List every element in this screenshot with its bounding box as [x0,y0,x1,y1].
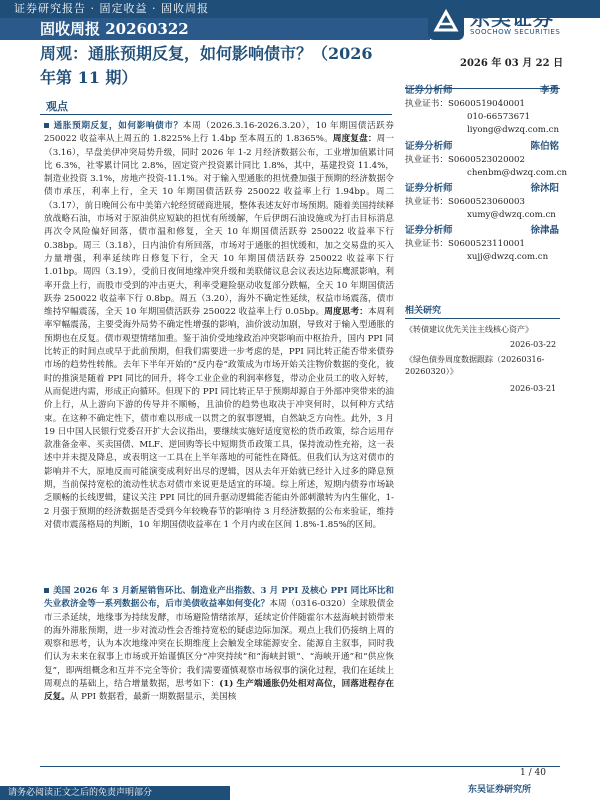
divider [405,318,560,319]
analyst-name: 徐沐阳 [530,183,559,194]
paragraph-lead: 通胀预期反复，如何影响债市？ [53,121,183,131]
analyst-name: 徐津晶 [530,225,559,236]
paragraph-lead: 美国 2026 年 3 月新屋销售环比、制造业产出指数、3 月 PPI 及核心 PPI 同比环比和失业救济金等一系列数据公布，后市美债收益率如何变化？ [44,586,394,610]
soochow-logo-icon [428,4,464,40]
paragraph-subhead: (1) 生产端通胀仍处相对高位，回落进程存在反复。 [44,679,394,703]
paragraph-text: 本周（2026.3.16-2026.3.20），10 年期国债活跃券 250022 收益率从上周五的 1.8225%上行 1.4bp 至本周五的 1.8365%。 [44,121,394,145]
paragraph-text: 周一（3.16），早盘美伊冲突局势升级，同时 2026 年 1-2 月经济数据公布，工业增加值累计同比 6.3%，社零累计同比 2.8%，固定资产投资累计同比 1.8%，其中，基建投资 11.4%，制造业投资 3.1%，房地产投资-11.1%。对于输入型通胀的担忧叠加强于预期的经济数据令债市承压，利率上行，全天 10 年期国债活跃券 250022 收益率上行 1.94bp。周二（3.17），前日晚间公布中美第六轮经贸磋商进展，整体表述友好市场预期。随着美国持续释放战略石油，市场对于原油供应短缺的担忧有所缓解，午后伊朗石油设施或为打击目标消息再次令风险偏好回落，债市温和修复，全天 10 年期国债活跃券 250022 收益率下行 0.38bp。周三（3.18），日内油价有所回落，市场对于通胀的担忧缓和，加之交易盘的买入力量增强，利率延续昨日修复下行，全天 10 年期国债活跃券 250022 收益率下行 1.01bp。周四（3.19），受前日夜间地缘冲突升级和美联储议息会议表达边际鹰派影响，利率开盘上行，而股市受到的冲击更大，利率受避险驱动收复部分跌幅，全天 10 年期国债活跃券 250022 收益率下行 0.8bp。周五（3.20），海外不确定性延续，权益市场震荡，债市维持窄幅震荡，全天 10 年期国债活跃券 250022 收益率上行 0.05bp。 [44,134,394,318]
company-logo [428,2,588,42]
analyst-role: 证券分析师 [405,85,453,96]
report-date: 2026 年 03 月 22 日 [460,58,564,69]
viewpoint-paragraph-1 [44,120,394,532]
paragraph-subhead: 周度思考： [324,307,368,318]
page-number: 1 / 40 [520,768,546,778]
paragraph-text: 从 PPI 数据看，最新一期数据显示，美国核 [69,692,237,703]
analyst-cert: 执业证书：S0600519040001 [405,99,525,109]
analyst-email[interactable]: xujj@dwzq.com.cn [467,252,549,262]
disclaimer-banner [0,786,230,800]
disclaimer-text: 请务必阅读正文之后的免责声明部分 [8,788,153,798]
paragraph-text: 本周（0316-0320）全球股债金市三杀延续，地缘事为持续发酵，市场避险情绪浓厚，延续定价伴随霍尔木兹海峡封锁带来的海外滞胀预期，进一步对流动性会否维持宽松的疑虑边际加深。观点上我们仍接纳上周的观察和思考，认为本次地缘冲突在长期维度上会触发全球能源安全、能源自主叙事，同时我们认为未来在叙事上市场或开始谨慎区分“冲突持续”和“海峡封锁”、“海峡开通”和“供应恢复”，即两组概念和互并不完全等价；我们需要谨慎观察市场叙事的演化过程，我们在延续上周观点的基础上，结合增量数据，思考如下： [44,599,394,690]
analyst-name: 陈伯铭 [530,141,559,152]
analyst-block [405,224,565,264]
report-series-bar [0,18,430,40]
paragraph-text: 本周利率窄幅震荡，主要受海外局势不确定性增强的影响，油价波动加剧，导致对于输入型通胀的预期也在反复。债市观望情绪加重。鉴于油价受地缘政治冲突影响而中枢抬升，国内 PPI 同比转正的时间点或早于此前预期，但我们需要进一步考虑的是，PPI 同比转正能否带来债券市场的趋势性转熊。去年下半年开始的“反内卷”政策成为市场开始关注物价数据的变化，彼时的推演是随着 PPI 同比的回升，将令工业企业的利润率修复，带动企业员工的收入好转，从而促进内需，形成正向循环。但现下的 PPI 同比转正早于预期却源自于外部冲突带来的油价上行，从上游向下游的传导并不顺畅，且油价的趋势也取决于冲突何时，以何种方式结束。在这种不确定性下，债市难以形成一以贯之的叙事逻辑，自然缺乏方向性。此外，3 月 19 日中国人民银行党委召开扩大会议指出，要继续实施好适度宽松的货币政策，综合运用存款准备金率、买卖国债、MLF、逆回购等长中短期货币政策工具，保持流动性充裕，这一表述中并未提及降息，或表明这一工具在上半年落地的可能性在降低。但我们认为这对债市的影响并不大，原地反而可能演变成利好出尽的逻辑，因从去年开始就已经计入过多的降息预期，当前保持宽松的流动性状态对债市来说更是适宜的环境。综上所述，短期内债券市场缺乏顺畅的长线逻辑，建议关注 PPI 同比的回升驱动逻辑能否能由外部刺激转为内生催化，1-2 月强于预期的经济数据是否受到今年较晚春节的影响待 3 月经济数据的公布来验证，维持对债市震荡格局的判断，10 年期国债收益率在 1 个月内或在区间 1.8%-1.85%的区间。 [44,307,394,530]
analyst-phone: 010-66573671 [467,112,531,122]
analyst-email[interactable]: liyong@dwzq.com.cn [467,125,559,135]
logo-text-cn: 东吴证券 [470,6,554,30]
report-headline: 周观：通胀预期反复，如何影响债市？（2026年第 11 期） [40,44,373,87]
bullet-icon [44,588,49,593]
related-research-date: 2026-03-21 [510,384,557,393]
analyst-block [405,84,565,137]
viewpoint-paragraph-2 [44,585,394,705]
related-research-title: 相关研究 [405,306,442,316]
related-research-item[interactable]: 《转债建议优先关注主线核心资产》 [405,325,533,334]
logo-text-en: SOOCHOW SECURITIES [470,28,561,36]
analyst-role: 证券分析师 [405,225,453,236]
report-series: 固收周报 20260322 [40,20,189,38]
analyst-role: 证券分析师 [405,141,453,152]
analyst-cert: 执业证书：S0600523020002 [405,155,525,165]
footer-company: 东吴证券研究所 [468,785,532,795]
footer-divider [40,766,560,767]
analyst-role: 证券分析师 [405,183,453,194]
report-category: 证券研究报告 · 固定收益 · 固收周报 [14,2,209,15]
section-label: 观点 [46,100,68,113]
analyst-email[interactable]: chenbm@dwzq.com.cn [467,168,568,178]
analyst-cert: 执业证书：S0600523110001 [405,239,525,249]
analyst-name: 李勇 [539,85,559,96]
analyst-email[interactable]: xumy@dwzq.com.cn [467,210,556,220]
related-research-date: 2026-03-22 [510,340,557,349]
analyst-block [405,140,568,180]
divider [40,114,392,115]
related-research-item[interactable]: 《绿色债券周度数据跟踪（20260316-20260320）》 [405,355,545,376]
bullet-icon [44,123,49,128]
paragraph-subhead: 周度复盘： [332,134,377,145]
analyst-block [405,182,565,222]
analyst-cert: 执业证书：S0600523060003 [405,197,525,207]
